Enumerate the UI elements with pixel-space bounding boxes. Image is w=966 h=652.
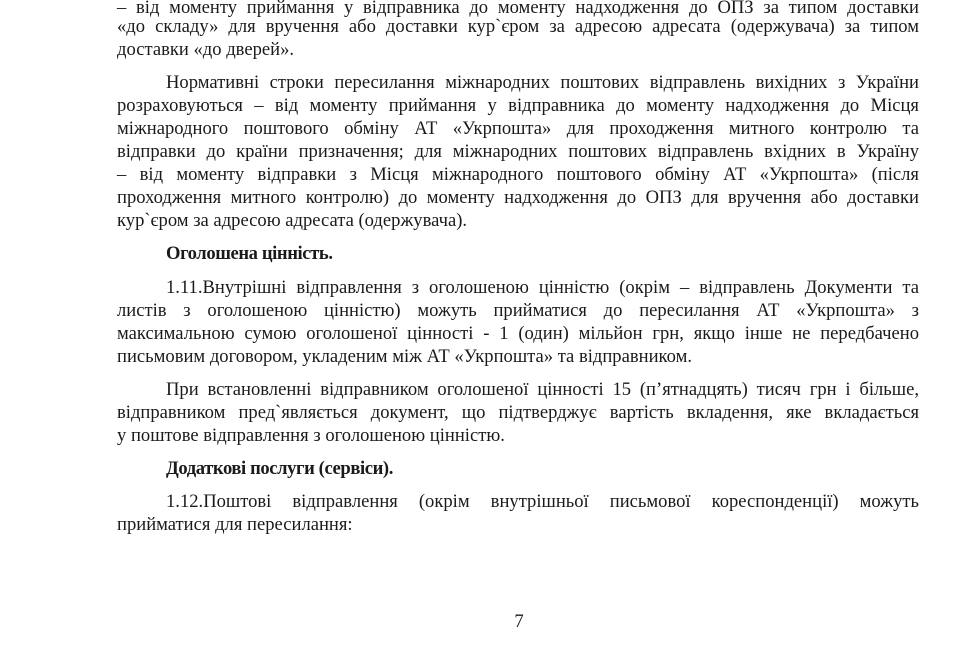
text-line: відправником пред`являється документ, що підтверджує вартість вкладення, яке вкладається xyxy=(117,402,919,423)
text-line: 1.11.Внутрішні відправлення з оголошеною цінністю (окрім – відправлень Документи та xyxy=(166,277,919,298)
section-heading-additional-services: Додаткові послуги (сервіси). xyxy=(166,458,393,479)
text-line: Нормативні строки пересилання міжнародних поштових відправлень вихідних з України xyxy=(166,72,919,93)
text-line: – від моменту приймання у відправника до моменту надходження до ОПЗ за типом доставки xyxy=(117,0,919,18)
text-line: у поштове відправлення з оголошеною цінністю. xyxy=(117,425,505,446)
text-line: проходження митного контролю) до моменту надходження до ОПЗ для вручення або доставки xyxy=(117,187,919,208)
text-line: прийматися для пересилання: xyxy=(117,514,353,535)
text-line: листів з оголошеною цінністю) можуть прийматися до пересилання АТ «Укрпошта» з xyxy=(117,300,919,321)
text-line: – від моменту відправки з Місця міжнародного поштового обміну АТ «Укрпошта» (після xyxy=(117,164,919,185)
text-line: При встановленні відправником оголошеної цінності 15 (п’ятнадцять) тисяч грн і більше, xyxy=(166,379,919,400)
text-line: 1.12.Поштові відправлення (окрім внутрішньої письмової кореспонденції) можуть xyxy=(166,491,919,512)
text-line: відправки до країни призначення; для міжнародних поштових відправлень вхідних в Україну xyxy=(117,141,919,162)
text-line: кур`єром за адресою адресата (одержувача). xyxy=(117,210,468,231)
text-line: доставки «до дверей». xyxy=(117,39,295,60)
text-line: максимальною сумою оголошеної цінності - 1 (один) мільйон грн, якщо інше не передбачено xyxy=(117,323,919,344)
text-line: «до складу» для вручення або доставки кур`єром за адресою адресата (одержувача) за типом xyxy=(117,16,919,37)
page-number: 7 xyxy=(514,611,524,632)
text-line: письмовим договором, укладеним між АТ «Укрпошта» та відправником. xyxy=(117,346,692,367)
text-line: розраховуються – від моменту приймання у відправника до моменту надходження до Місця xyxy=(117,95,919,116)
text-line: міжнародного поштового обміну АТ «Укрпошта» для проходження митного контролю та xyxy=(117,118,919,139)
section-heading-declared-value: Оголошена цінність. xyxy=(166,243,333,264)
